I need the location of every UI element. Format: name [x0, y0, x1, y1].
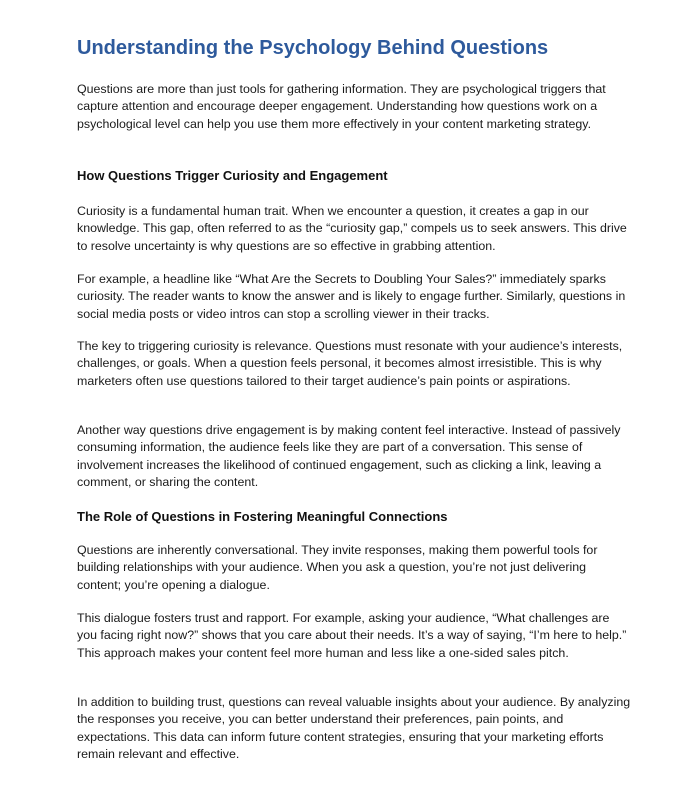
paragraph-conversational: Questions are inherently conversational. They invite responses, making them powerful tools for building relationships with your audience. When you ask a question, you’re not just delivering content; you’re opening a dialogue. — [77, 543, 598, 592]
paragraph-trust-rapport: This dialogue fosters trust and rapport. For example, asking your audience, “What challenges are you facing right now?” shows that you care about their needs. It’s a way of saying, “I’m here to help.” This approach makes your content feel more human and less like a one-sided sales pitch. — [77, 611, 627, 660]
paragraph-interactive: Another way questions drive engagement is by making content feel interactive. Instead of passively consuming information, the audience feels like they are part of a conversation. This sense of involvement increases the likelihood of continued engagement, such as clicking a link, leaving a comment, or sharing the content. — [77, 423, 621, 490]
page-title: Understanding the Psychology Behind Questions — [77, 37, 549, 59]
paragraph-relevance: The key to triggering curiosity is relevance. Questions must resonate with your audience’s interests, challenges, or goals. When a question feels personal, it becomes almost irresistible. This is why marketers often use questions tailored to their target audience’s pain points or aspirations. — [77, 339, 623, 388]
paragraph-insights: In addition to building trust, questions can reveal valuable insights about your audience. By analyzing the responses you receive, you can better understand their preferences, pain points, and expectations. This data can inform future content strategies, ensuring that your marketing efforts remain relevant and effective. — [77, 695, 631, 762]
section-heading-curiosity: How Questions Trigger Curiosity and Engagement — [77, 168, 388, 183]
paragraph-curiosity-gap: Curiosity is a fundamental human trait. When we encounter a question, it creates a gap in our knowledge. This gap, often referred to as the “curiosity gap,” compels us to seek answers. This drive to resolve uncertainty is why questions are so effective in grabbing attention. — [77, 204, 627, 253]
paragraph-headline-example: For example, a headline like “What Are the Secrets to Doubling Your Sales?” immediately sparks curiosity. The reader wants to know the answer and is likely to engage further. Similarly, questions in social media posts or video intros can stop a scrolling viewer in their tracks. — [77, 272, 626, 321]
section-heading-connections: The Role of Questions in Fostering Meaningful Connections — [77, 509, 448, 524]
intro-paragraph: Questions are more than just tools for gathering information. They are psychological triggers that capture attention and encourage deeper engagement. Understanding how questions work on a psychological level can help you use them more effectively in your content marketing strategy. — [77, 82, 606, 131]
